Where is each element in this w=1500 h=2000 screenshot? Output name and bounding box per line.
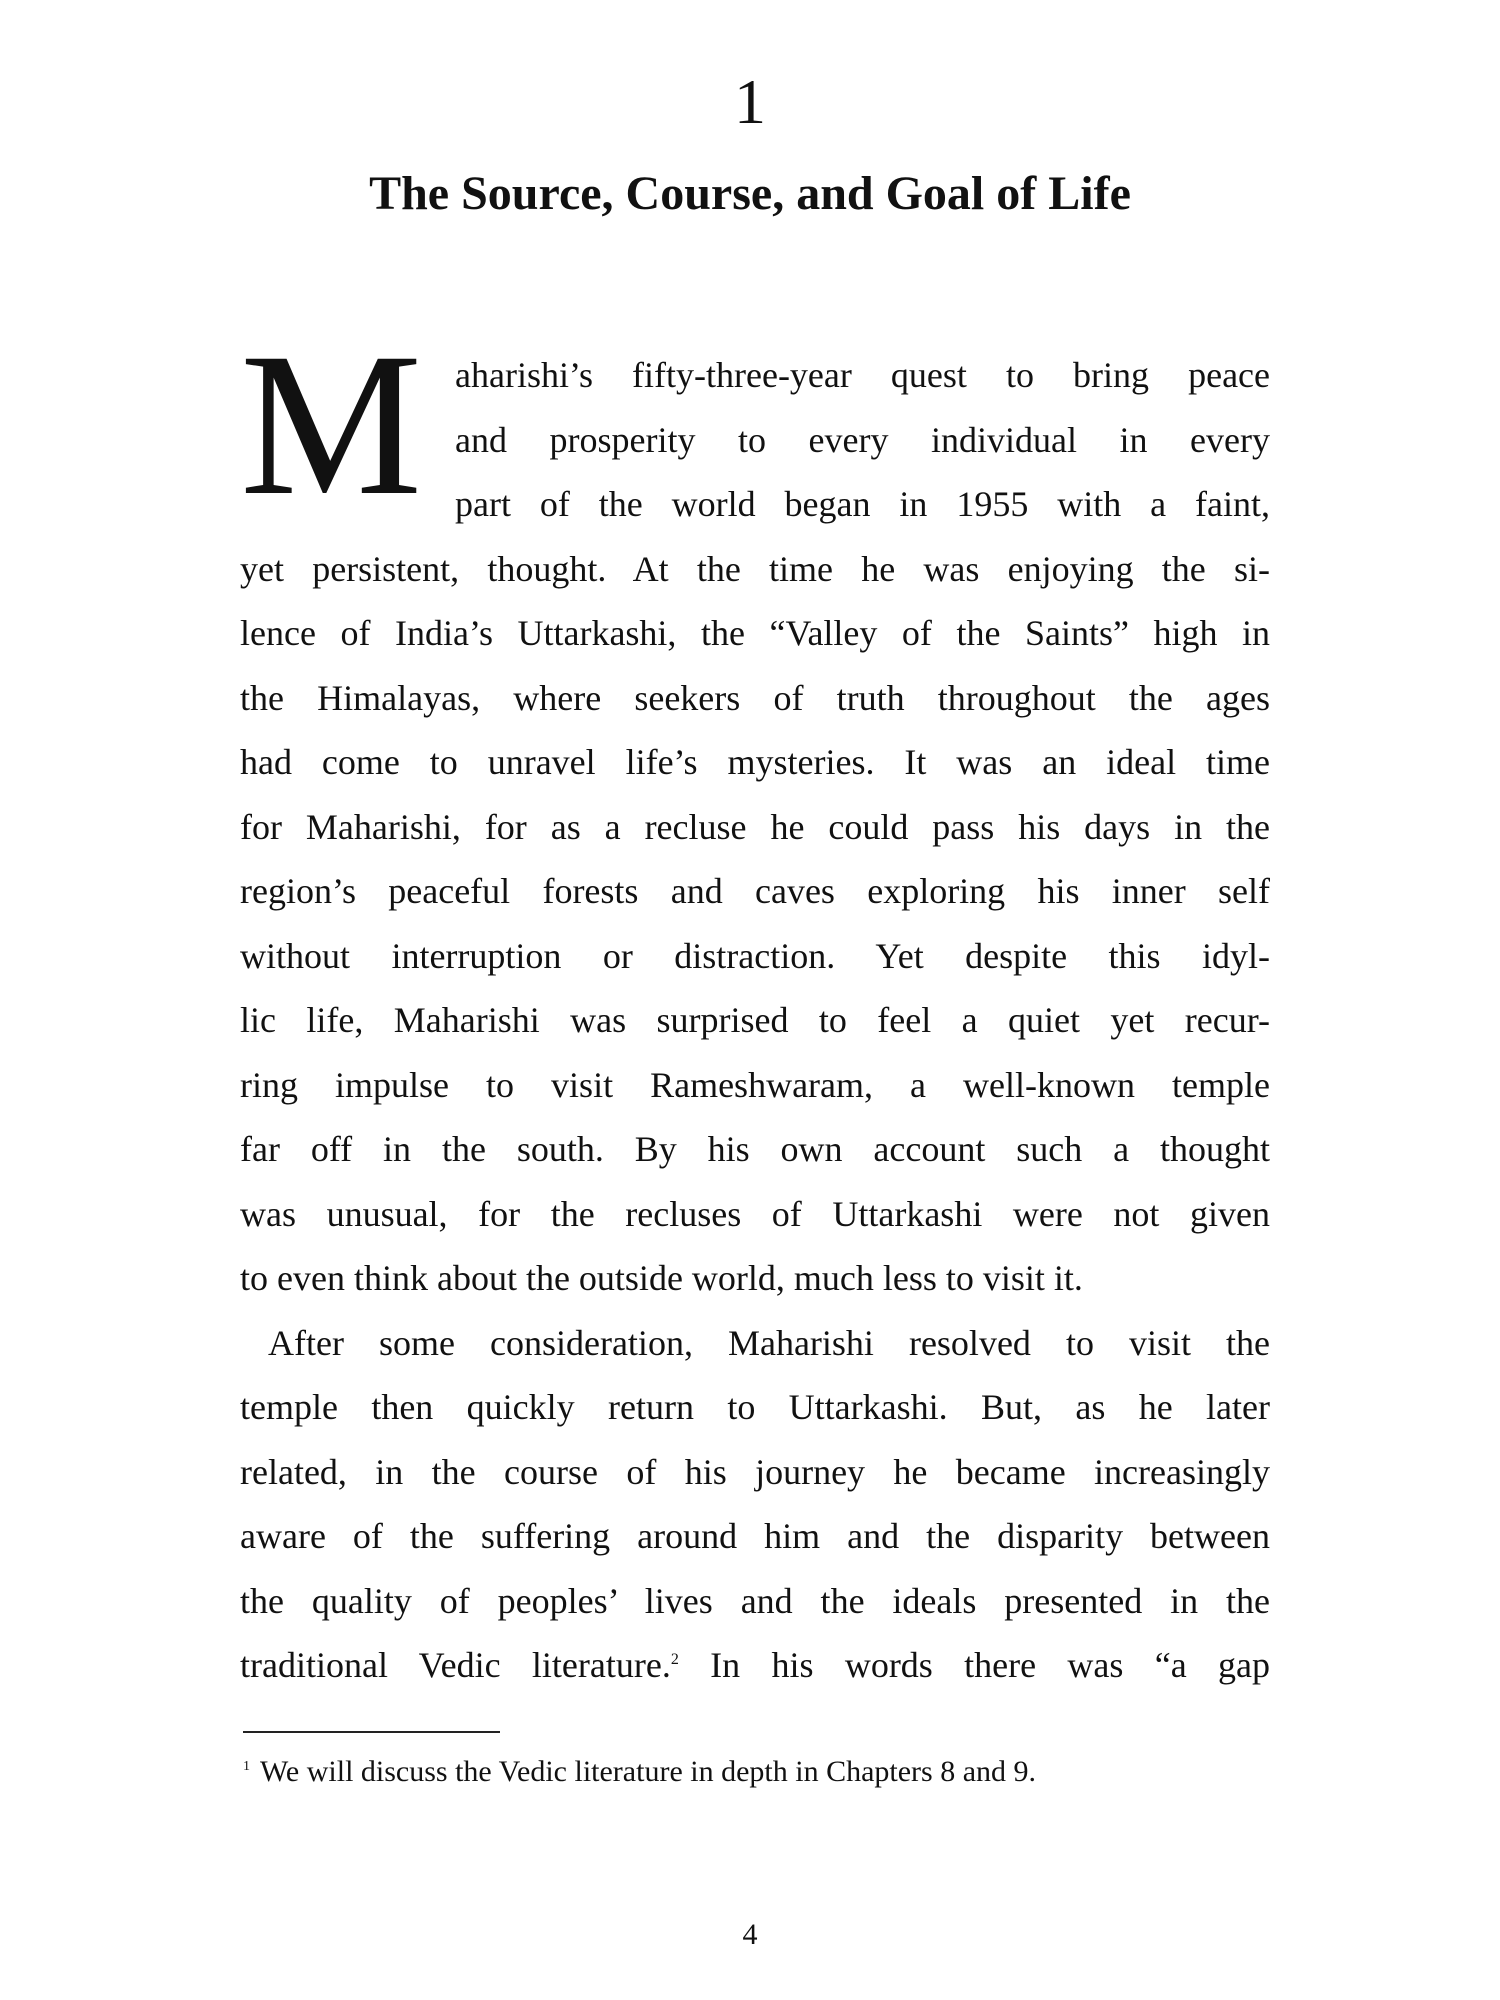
footnote-divider (243, 1731, 500, 1733)
footnote-text: We will discuss the Vedic literature in depth in Chapters 8 and 9. (260, 1755, 1037, 1788)
text-before-note: traditional Vedic literature. (240, 1645, 671, 1685)
body-text (240, 343, 1270, 1698)
text-line: far off in the south. By his own account such a thought (240, 1129, 1270, 1169)
drop-cap: M (240, 311, 423, 538)
chapter-title: The Source, Course, and Goal of Life (369, 167, 1131, 220)
note-reference: 2 (670, 1651, 679, 1668)
text-line: part of the world began in 1955 with a faint, (455, 484, 1270, 524)
text-line: temple then quickly return to Uttarkashi. But, as he later (240, 1387, 1270, 1427)
text-line: without interruption or distraction. Yet despite this idyl- (240, 935, 1270, 976)
text-line: for Maharishi, for as a recluse he could pass his days in the (240, 806, 1270, 847)
text-line: was unusual, for the recluses of Uttarkashi were not given (240, 1193, 1270, 1234)
text-line: lence of India’s Uttarkashi, the “Valley of the Saints” high in (240, 613, 1270, 653)
text-line: region’s peaceful forests and caves exploring his inner self (240, 871, 1270, 911)
text-after-note: In his words there was “a gap (678, 1645, 1270, 1685)
text-line: to even think about the outside world, much less to visit it. (240, 1258, 1083, 1298)
page-number: 4 (742, 1918, 758, 1951)
text-line: and prosperity to every individual in every (455, 419, 1270, 460)
text-line: related, in the course of his journey he became increasingly (240, 1451, 1270, 1492)
text-line: After some consideration, Maharishi resolved to visit the (268, 1322, 1270, 1363)
footnote-marker: 1 (243, 1759, 250, 1774)
text-line: aharishi’s fifty-three-year quest to bring peace (455, 355, 1270, 395)
text-line: had come to unravel life’s mysteries. It was an ideal time (240, 742, 1270, 782)
text-line-with-note (240, 1633, 1270, 1698)
text-line: yet persistent, thought. At the time he was enjoying the si- (240, 548, 1270, 589)
footnote (243, 1752, 1273, 1792)
text-line: the quality of peoples’ lives and the ideals presented in the (240, 1580, 1270, 1621)
text-line: ring impulse to visit Rameshwaram, a well-known temple (240, 1064, 1270, 1105)
text-line: aware of the suffering around him and the disparity between (240, 1516, 1270, 1556)
text-line: the Himalayas, where seekers of truth throughout the ages (240, 677, 1270, 718)
chapter-number: 1 (734, 66, 766, 137)
text-line: lic life, Maharishi was surprised to feel a quiet yet recur- (240, 1000, 1270, 1040)
